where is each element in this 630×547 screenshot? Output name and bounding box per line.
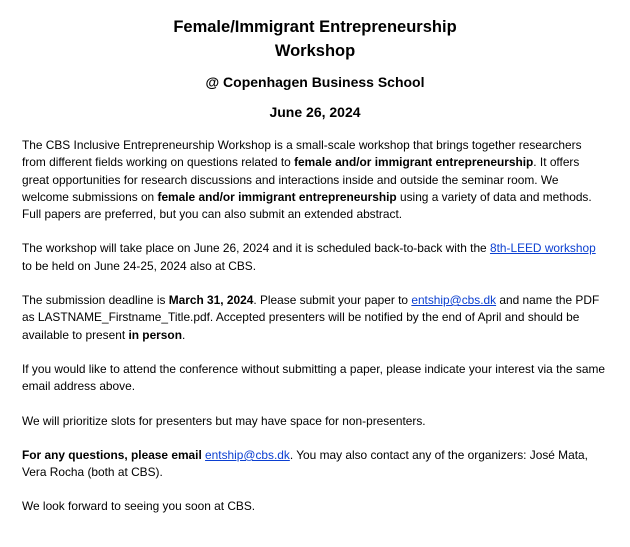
deadline-date: March 31, 2024 <box>168 293 254 308</box>
submission-paragraph <box>22 275 608 344</box>
title-line-2: Workshop <box>274 42 356 60</box>
priority-paragraph: We will prioritize slots for presenters but may have space for non-presenters. <box>22 413 426 428</box>
venue-heading: @ Copenhagen Business School <box>205 74 425 90</box>
intro-bold-2: female and/or immigrant entrepreneurship <box>157 189 397 204</box>
in-person-bold: in person <box>128 327 182 342</box>
questions-paragraph <box>22 430 608 482</box>
leed-workshop-link[interactable]: 8th-LEED workshop <box>489 241 596 256</box>
submission-text-4: . <box>181 327 186 342</box>
schedule-paragraph <box>22 223 608 275</box>
schedule-text-2: to be held on June 24-25, 2024 also at CBS. <box>22 258 257 273</box>
date-heading: June 26, 2024 <box>269 104 361 120</box>
title-line-1: Female/Immigrant Entrepreneurship <box>173 18 457 36</box>
questions-text: . You may also contact any of the organizers: José Mata, Vera Rocha (both at CBS). <box>22 447 588 480</box>
intro-text-3: using a variety of data and methods. Full papers are preferred, but you can also submit an extended abstract. <box>22 189 592 222</box>
submission-text-1: The submission deadline is <box>22 293 169 308</box>
submission-text-3: and name the PDF as LASTNAME_Firstname_Title.pdf. Accepted presenters will be notified by the end of April and should be available to present <box>22 293 600 342</box>
submission-text-2: . Please submit your paper to <box>253 293 412 308</box>
schedule-text-1: The workshop will take place on June 26, 2024 and it is scheduled back-to-back with the <box>22 241 490 256</box>
questions-email-link[interactable]: entship@cbs.dk <box>205 447 290 462</box>
closing-paragraph: We look forward to seeing you soon at CBS. <box>22 499 256 514</box>
intro-text-2: . It offers great opportunities for research discussions and interactions inside and outside the seminar room. We welcome submissions on <box>22 155 580 204</box>
email-link[interactable]: entship@cbs.dk <box>411 293 497 308</box>
intro-text-1: The CBS Inclusive Entrepreneurship Workshop is a small-scale workshop that brings together researchers from different fields working on questions related to <box>22 138 582 170</box>
page-title <box>22 0 608 63</box>
intro-bold-1: female and/or immigrant entrepreneurship <box>294 155 534 170</box>
intro-paragraph <box>22 121 608 223</box>
attend-paragraph: If you would like to attend the conference without submitting a paper, please indicate your interest via the same email address above. <box>22 361 605 394</box>
questions-bold: For any questions, please email <box>22 447 206 462</box>
